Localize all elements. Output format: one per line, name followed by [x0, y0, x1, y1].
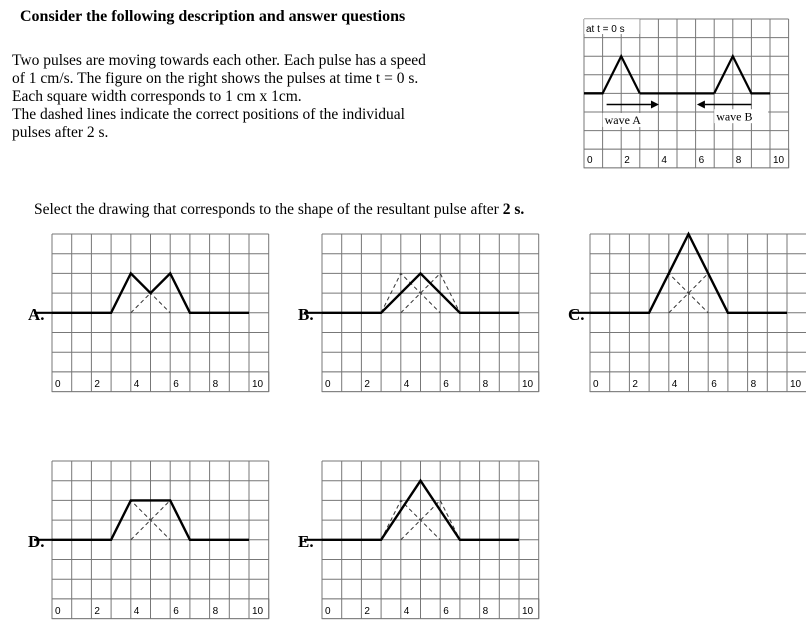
axis-tick-label: 0 [325, 378, 331, 390]
option-letter: E. [298, 531, 314, 551]
axis-tick-label: 10 [790, 378, 802, 390]
option-letter: C. [568, 304, 585, 324]
axis-tick-label: 0 [325, 605, 331, 617]
axis-tick-label: 0 [55, 378, 61, 390]
question [34, 201, 524, 219]
initial-figure-svg [583, 18, 793, 178]
axis-tick-label: 10 [252, 605, 264, 617]
option-figure-svg [30, 461, 299, 625]
description-line: of 1 cm/s. The figure on the right shows the pulses at time t = 0 s. [12, 70, 419, 87]
option-figure-svg [568, 234, 806, 398]
option-figure-svg [300, 461, 569, 625]
axis-tick-label: 4 [133, 605, 140, 617]
axis-tick-label: 6 [711, 378, 717, 390]
tick-row [590, 372, 806, 392]
description-line: The dashed lines indicate the correct positions of the individual [12, 106, 405, 123]
option-b-figure[interactable] [300, 234, 569, 398]
axis-tick-label: 10 [522, 605, 534, 617]
axis-tick-label: 8 [482, 378, 489, 390]
axis-tick-label: 4 [403, 378, 410, 390]
axis-tick-label: 8 [212, 605, 219, 617]
wave-b-label: wave B [716, 109, 753, 124]
axis-tick-label: 8 [212, 378, 219, 390]
axis-tick-label: 10 [773, 155, 785, 167]
axis-tick-label: 2 [364, 605, 370, 617]
axis-tick-label: 2 [364, 378, 370, 390]
tick-row [322, 599, 539, 619]
option-e-figure[interactable] [300, 461, 569, 625]
option-letter: D. [28, 531, 45, 551]
tick-row [52, 372, 269, 392]
axis-tick-label: 10 [522, 378, 534, 390]
axis-tick-label: 0 [593, 378, 599, 390]
axis-tick-label: 2 [94, 378, 100, 390]
axis-tick-label: 6 [173, 605, 179, 617]
axis-tick-label: 0 [587, 155, 593, 167]
axis-tick-label: 4 [403, 605, 410, 617]
axis-tick-label: 6 [173, 378, 179, 390]
option-figure-svg [30, 234, 299, 398]
axis-tick-label: 4 [661, 155, 667, 167]
option-letter: A. [28, 304, 45, 324]
option-figure-svg [300, 234, 569, 398]
option-letter: B. [298, 304, 314, 324]
axis-tick-label: 6 [698, 155, 705, 167]
axis-tick-label: 4 [133, 378, 140, 390]
axis-tick-label: 0 [55, 605, 61, 617]
tick-row [52, 599, 269, 619]
question-emphasis: 2 s. [502, 201, 525, 218]
axis-tick-label: 10 [252, 378, 264, 390]
axis-tick-label: 2 [624, 155, 630, 167]
heading: Consider the following description and answer questions [20, 8, 406, 25]
axis-tick-label: 2 [632, 378, 638, 390]
axis-tick-label: 2 [94, 605, 100, 617]
description-line: Each square width corresponds to 1 cm x 1cm. [12, 88, 302, 105]
option-d-figure[interactable] [30, 461, 299, 625]
option-c-figure[interactable] [568, 234, 806, 398]
axis-tick-label: 8 [482, 605, 489, 617]
arrowhead-left-icon [697, 101, 705, 109]
tick-row [322, 372, 539, 392]
time-label: at t = 0 s [586, 24, 625, 35]
wave-a-label: wave A [604, 113, 641, 128]
axis-tick-label: 6 [443, 605, 449, 617]
axis-tick-label: 6 [443, 378, 449, 390]
axis-tick-label: 4 [671, 378, 678, 390]
description-line: Two pulses are moving towards each other. Each pulse has a speed [12, 52, 426, 69]
description-line: pulses after 2 s. [12, 124, 109, 141]
question-text: Select the drawing that corresponds to the shape of the resultant pulse after [34, 201, 503, 218]
axis-tick-label: 8 [735, 155, 742, 167]
tick-row [584, 149, 789, 168]
initial-figure [583, 18, 793, 178]
axis-tick-label: 8 [750, 378, 757, 390]
option-a-figure[interactable] [30, 234, 299, 398]
arrowhead-right-icon [651, 101, 659, 109]
description [12, 52, 426, 142]
